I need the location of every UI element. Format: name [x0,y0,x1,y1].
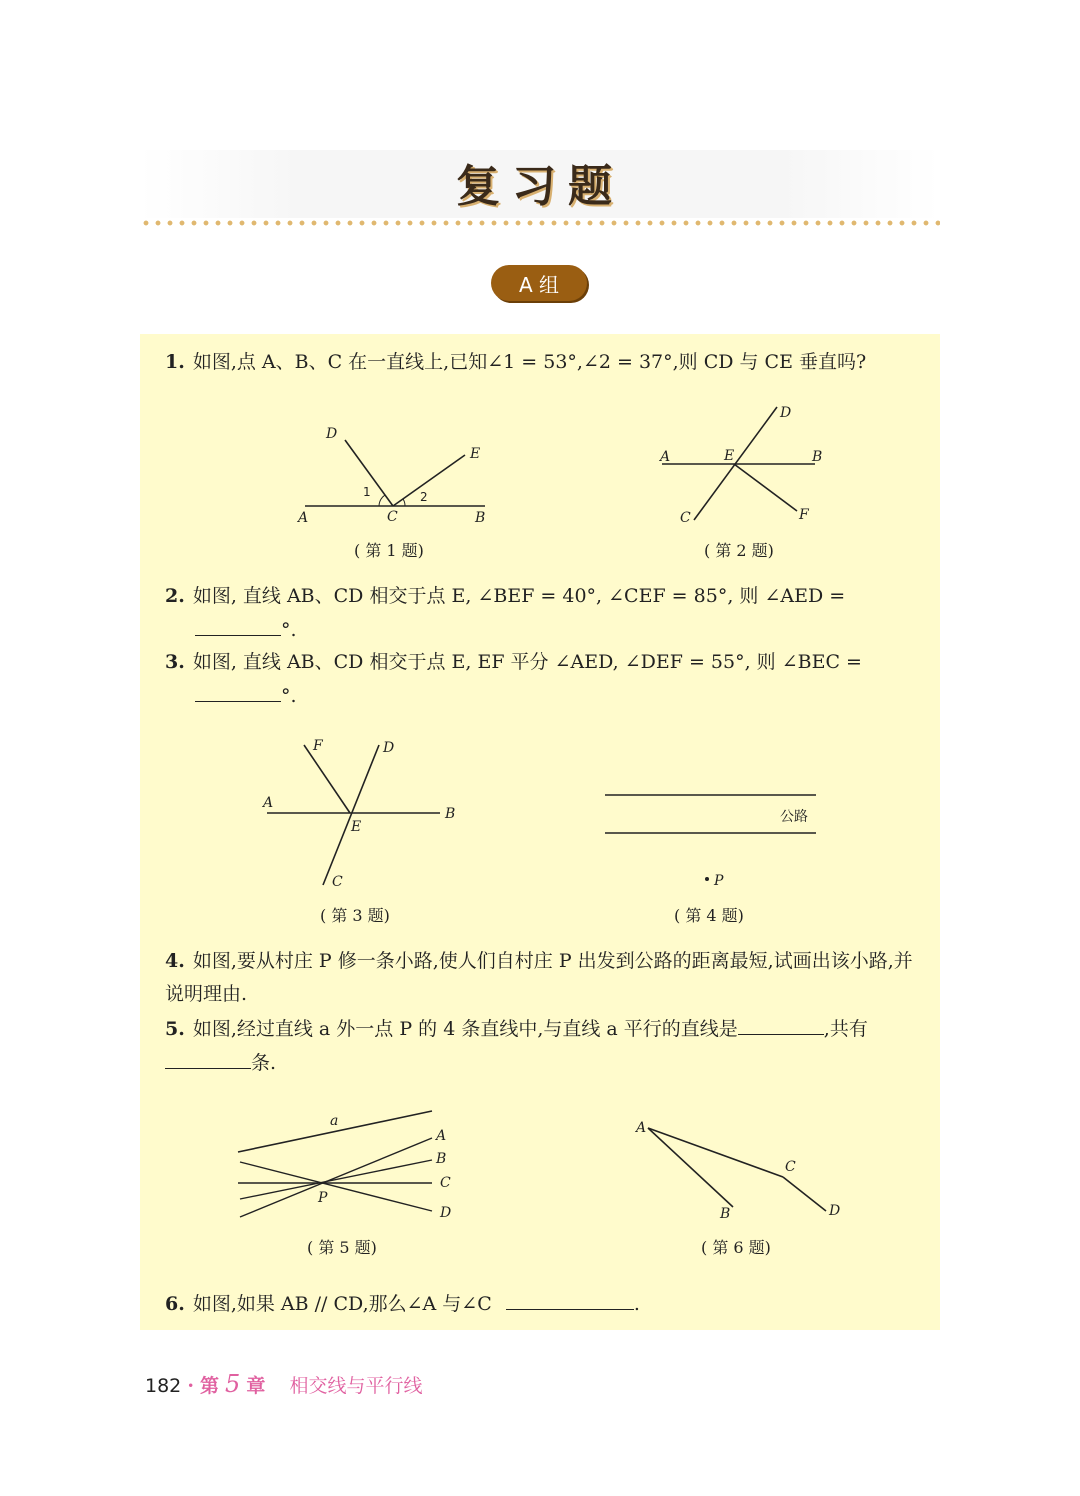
label-d: D [780,405,792,421]
segment-cd [783,1177,826,1211]
question-text: 如图,经过直线 a 外一点 P 的 4 条直线中,与直线 a 平行的直线是 [192,1018,738,1040]
segment-ab [648,1128,733,1207]
chapter-prefix: 第 [199,1375,219,1397]
line-pb [240,1160,432,1199]
page-title: 复习题 [456,161,624,212]
question-number: 6. [165,1293,185,1315]
label-angle-1: 1 [363,485,371,499]
label-b: B [475,510,486,526]
label-b: B [436,1151,447,1167]
chapter-number: 5 [225,1370,241,1398]
question-2 [165,580,925,647]
label-c: C [680,510,691,526]
question-3 [165,646,925,713]
label-a: A [636,1120,647,1136]
angle-2-arc [403,499,405,506]
figure-2 [650,400,840,530]
label-d: D [829,1203,841,1219]
ray-ef [734,464,797,511]
label-b: B [812,449,823,465]
question-1 [165,346,925,379]
question-text: 如图,如果 AB // CD,那么∠A 与∠C [192,1293,492,1315]
answer-blank[interactable] [506,1287,634,1310]
answer-blank[interactable] [195,613,281,636]
label-a: A [298,510,309,526]
question-text: 如图,要从村庄 P 修一条小路,使人们自村庄 P 出发到公路的距离最短,试画出该小路,并说明理由. [165,950,913,1005]
answer-blank-lines[interactable] [738,1012,824,1035]
question-5 [165,1012,925,1080]
question-number: 5. [165,1018,185,1040]
figure-1 [290,420,500,530]
group-badge: A 组 [491,265,587,301]
label-c: C [785,1159,796,1175]
angle-1-arc [379,495,385,506]
caption-fig-2: ( 第 2 题) [704,541,774,560]
label-a: A [263,795,274,811]
chapter-suffix: 章 [246,1375,266,1397]
label-road: 公路 [780,809,808,825]
line-cd [323,745,379,885]
question-end: . [633,1293,640,1315]
label-d: D [383,740,395,756]
question-6 [165,1287,925,1321]
question-number: 4. [165,950,185,972]
label-c: C [387,509,398,525]
question-text: 如图,点 A、B、C 在一直线上,已知∠1 = 53°,∠2 = 37°,则 CD 与 CE 垂直吗? [192,351,867,373]
answer-blank[interactable] [195,679,281,702]
label-c: C [332,874,343,890]
chapter-title: 相交线与平行线 [289,1375,423,1397]
label-a: A [436,1128,447,1144]
question-number: 3. [165,651,185,673]
question-text-end: 条. [251,1052,277,1074]
label-angle-2: 2 [420,490,428,504]
footer-separator: · [187,1375,194,1397]
label-a: A [660,449,671,465]
degree-suffix: °. [281,619,297,641]
question-number: 2. [165,585,185,607]
label-p: P [714,873,724,889]
question-text: 如图, 直线 AB、CD 相交于点 E, ∠BEF = 40°, ∠CEF = 85°, 则 ∠AED = [192,585,846,607]
line-pa [240,1138,432,1217]
question-number: 1. [165,351,185,373]
label-f: F [799,507,809,523]
label-e: E [724,448,735,464]
line-pd [240,1162,432,1211]
figure-6 [630,1115,860,1225]
figure-5 [230,1105,470,1230]
caption-fig-5: ( 第 5 题) [307,1238,377,1257]
label-e: E [351,819,362,835]
figure-4 [600,785,830,895]
page-number: 182 [145,1375,182,1397]
dotted-divider [140,220,940,226]
question-4 [165,945,925,1011]
segment-ac [648,1128,783,1177]
page-footer [145,1370,422,1398]
degree-suffix: °. [281,685,297,707]
answer-blank-count[interactable] [165,1046,251,1069]
caption-fig-1: ( 第 1 题) [354,541,424,560]
ray-ce [393,455,465,506]
label-p: P [318,1190,328,1206]
label-d: D [440,1205,452,1221]
question-text-mid: ,共有 [823,1018,868,1040]
label-c: C [440,1175,451,1191]
question-text: 如图, 直线 AB、CD 相交于点 E, EF 平分 ∠AED, ∠DEF = 55°, 则 ∠BEC = [192,651,862,673]
point-p [705,877,709,881]
caption-fig-3: ( 第 3 题) [320,906,390,925]
label-a-line: a [330,1113,339,1129]
figure-3 [255,735,470,895]
caption-fig-4: ( 第 4 题) [674,906,744,925]
label-f: F [313,738,323,754]
label-b: B [720,1206,731,1222]
label-e: E [470,446,481,462]
label-b: B [445,806,456,822]
ray-ef [304,745,350,813]
label-d: D [326,426,338,442]
caption-fig-6: ( 第 6 题) [701,1238,771,1257]
